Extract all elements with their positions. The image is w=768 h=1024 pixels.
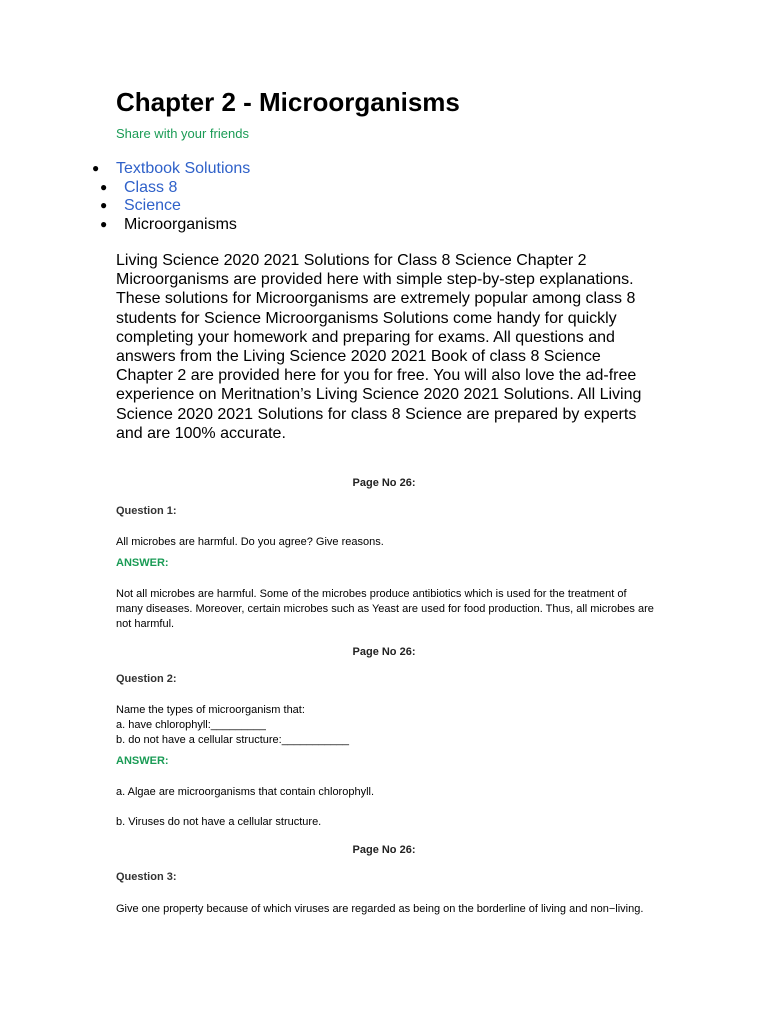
answer-text: a. Algae are microorganisms that contain chlorophyll.: [116, 786, 375, 798]
question-text-line: Name the types of microorganism that:: [116, 704, 305, 716]
answer-label: ANSWER:: [116, 755, 169, 767]
textbook-solutions-link[interactable]: Textbook Solutions: [116, 160, 251, 177]
breadcrumb-current-label: Microorganisms: [124, 216, 237, 233]
bullet-icon: ●: [100, 180, 108, 194]
science-link[interactable]: Science: [124, 197, 181, 214]
bullet-icon: ●: [100, 198, 108, 212]
answer-label: ANSWER:: [116, 557, 169, 569]
share-with-friends-link[interactable]: Share with your friends: [116, 126, 249, 141]
class-8-link[interactable]: Class 8: [124, 179, 178, 196]
answer-text: b. Viruses do not have a cellular structure.: [116, 816, 322, 828]
question-text: Give one property because of which viruses are regarded as being on the borderline of living and non−living.: [116, 903, 644, 915]
page-number-heading: Page No 26:: [352, 646, 416, 658]
answer-text: Not all microbes are harmful. Some of the microbes produce antibiotics which is used for the treatment of many diseases. Moreover, certain microbes such as Yeast are used for food production. Thus, all microbes are not harmful.: [116, 588, 654, 630]
bullet-icon: ●: [92, 161, 100, 175]
page-number-heading: Page No 26:: [352, 477, 416, 489]
intro-paragraph: Living Science 2020 2021 Solutions for Class 8 Science Chapter 2 Microorganisms are provided here with simple step-by-step explanations. These solutions for Microorganisms are extremely popular among class 8 students for Science Microorganisms Solutions come handy for quickly completing your homework and preparing for exams. All questions and answers from the Living Science 2020 2021 Book of class 8 Science Chapter 2 are provided here for you for free. You will also love the ad-free experience on Meritnation’s Living Science 2020 2021 Solutions. All Living Science 2020 2021 Solutions for class 8 Science are prepared by experts and are 100% accurate.: [116, 252, 642, 442]
question-text: All microbes are harmful. Do you agree? Give reasons.: [116, 536, 384, 548]
question-label: Question 2:: [116, 673, 177, 685]
question-label: Question 3:: [116, 871, 177, 883]
question-text-line: b. do not have a cellular structure:___________: [116, 734, 349, 746]
page-title: Chapter 2 - Microorganisms: [116, 87, 460, 117]
bullet-icon: ●: [100, 217, 108, 231]
page-number-heading: Page No 26:: [352, 844, 416, 856]
question-label: Question 1:: [116, 505, 177, 517]
question-text-line: a. have chlorophyll:_________: [116, 719, 266, 731]
